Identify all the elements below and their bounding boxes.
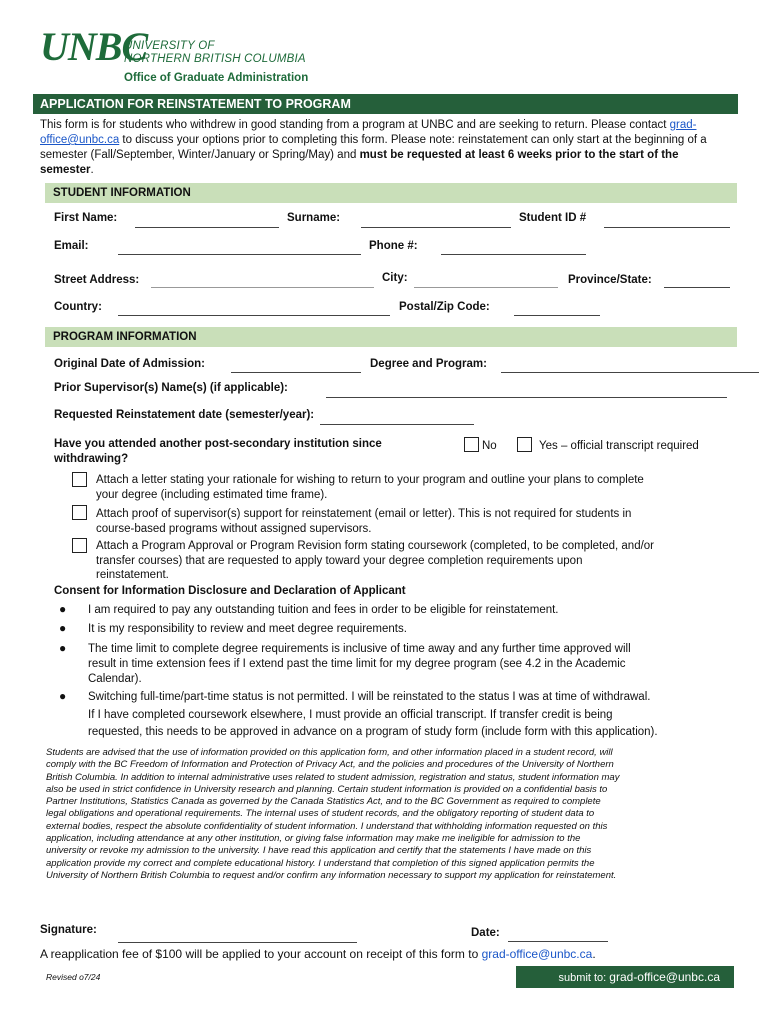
consent-item-status: Switching full-time/part-time status is not permitted. I will be reinstated to the status I was at time of withdrawal.	[88, 691, 651, 703]
attended-question-line2: withdrawing?	[54, 453, 129, 465]
degree-program-label: Degree and Program:	[370, 358, 487, 370]
attach-program-form-line2: transfer courses) that are requested to apply toward your degree completion requirements upon	[96, 555, 583, 567]
office-name: Office of Graduate Administration	[124, 72, 309, 84]
form-title: APPLICATION FOR REINSTATEMENT TO PROGRAM	[33, 94, 738, 114]
intro-text-1: This form is for students who withdrew in good standing from a program at UNBC and are seeking to return. Please contact	[40, 119, 670, 131]
street-address-field[interactable]	[151, 287, 374, 288]
signature-field[interactable]	[118, 942, 357, 943]
privacy-notice-line: external bodies, respect the absolute confidentiality of student information. I understand that withholding information requested on this	[46, 820, 608, 832]
privacy-notice-line: comply with the BC Freedom of Information and Protection of Privacy Act, and the policies and procedures of the University of Northern	[46, 759, 614, 771]
yes-label: Yes – official transcript required	[539, 440, 699, 452]
privacy-notice-line: application, including attendance at any other institution, or giving false information may make me ineligible for admission to the	[46, 833, 581, 845]
bullet-dot: ●	[59, 602, 67, 616]
supervisor-label: Prior Supervisor(s) Name(s) (if applicable):	[54, 382, 288, 394]
postal-code-label: Postal/Zip Code:	[399, 301, 490, 313]
student-id-label: Student ID #	[519, 212, 587, 224]
privacy-notice-line: also be used in strict confidence in University research and planning. Certain student information is provided on a confidential basis to	[46, 783, 608, 795]
fee-email-link[interactable]: grad-office@unbc.ca	[481, 947, 593, 961]
attach-supervisor-line2: course-based programs without assigned supervisors.	[96, 523, 372, 535]
submit-label: submit to:	[558, 972, 610, 984]
privacy-notice-line: university or revoke my admission to the university. I have read this application and certify that the statements I have made on this	[46, 845, 592, 857]
intro-deadline: must be requested at least 6 weeks prior to the start of the semester	[40, 149, 679, 176]
bullet-dot: ●	[59, 621, 67, 635]
bullet-dot: ●	[59, 641, 67, 655]
transfer-note-line2: requested, this needs to be approved in advance on a program of study form (include form with this application).	[88, 726, 658, 738]
province-field[interactable]	[664, 287, 730, 288]
attach-supervisor-line1: Attach proof of supervisor(s) support for reinstatement (email or letter). This is not required for students in	[96, 508, 632, 520]
fee-end: .	[592, 947, 596, 961]
province-label: Province/State:	[568, 274, 652, 286]
country-label: Country:	[54, 301, 102, 313]
attach-program-form-line1: Attach a Program Approval or Program Revision form stating coursework (completed, to be completed, and/or	[96, 540, 655, 552]
attach-letter-line1: Attach a letter stating your rationale for wishing to return to your program and outline your plans to complete	[96, 474, 644, 486]
consent-item-time-limit-line2: result in time extension fees if I extend past the time limit for my degree program (see 4.2 in the Academic	[88, 658, 626, 670]
attach-supervisor-checkbox[interactable]	[72, 505, 87, 520]
date-field[interactable]	[508, 941, 608, 942]
no-checkbox[interactable]	[464, 437, 479, 452]
intro-email-link[interactable]: grad-office@unbc.ca	[40, 119, 697, 146]
unbc-logo: UNBC	[40, 24, 148, 69]
consent-item-time-limit-line1: The time limit to complete degree requirements is inclusive of time away and any further time approved will	[88, 643, 631, 655]
submit-banner	[516, 966, 734, 988]
street-address-label: Street Address:	[54, 274, 140, 286]
intro-text-2: to discuss your options prior to completing this form. Please note: reinstatement can only start at the beginning of a semester (Fall/September, Winter/January or Spring/May) and	[40, 134, 707, 161]
privacy-notice-line: legal obligations and operational requirements. The internal uses of student records, and the obligatory reporting of student data to	[46, 808, 595, 820]
signature-label: Signature:	[40, 924, 97, 936]
university-name-line1: UNIVERSITY OF	[124, 40, 215, 52]
bullet-dot: ●	[59, 689, 67, 703]
student-id-field[interactable]	[604, 227, 730, 228]
country-field[interactable]	[118, 315, 390, 316]
reinstatement-date-label: Requested Reinstatement date (semester/year):	[54, 409, 315, 421]
email-field[interactable]	[118, 254, 361, 255]
privacy-notice-line: application provide my correct and complete educational history. I understand that completion of this signed application permits the	[46, 857, 595, 869]
program-info-heading: PROGRAM INFORMATION	[45, 327, 737, 347]
postal-code-field[interactable]	[514, 315, 600, 316]
revised-date: Revised o7/24	[46, 972, 101, 982]
transfer-note-line1: If I have completed coursework elsewhere, I must provide an official transcript. If transfer credit is being	[88, 709, 613, 721]
student-info-heading: STUDENT INFORMATION	[45, 183, 737, 203]
privacy-notice-line: Students are advised that the use of information provided on this application form, and other information placed in a student record, will	[46, 747, 613, 758]
yes-checkbox[interactable]	[517, 437, 532, 452]
attach-letter-checkbox[interactable]	[72, 472, 87, 487]
admission-date-label: Original Date of Admission:	[54, 358, 206, 370]
first-name-label: First Name:	[54, 212, 118, 224]
reinstatement-date-field[interactable]	[320, 424, 474, 425]
surname-label: Surname:	[287, 212, 341, 224]
city-label: City:	[382, 272, 408, 284]
no-label: No	[482, 440, 497, 452]
fee-notice	[40, 947, 596, 961]
attach-program-form-checkbox[interactable]	[72, 538, 87, 553]
attach-letter-line2: your degree (including estimated time frame).	[96, 489, 328, 501]
attach-program-form-line3: reinstatement.	[96, 569, 169, 581]
first-name-field[interactable]	[135, 227, 279, 228]
phone-label: Phone #:	[369, 240, 418, 252]
attended-question-line1: Have you attended another post-secondary institution since	[54, 438, 382, 450]
submit-email-link[interactable]: grad-office@unbc.ca	[609, 970, 720, 984]
date-label: Date:	[471, 927, 500, 939]
consent-item-requirements: It is my responsibility to review and meet degree requirements.	[88, 623, 407, 635]
supervisor-field[interactable]	[326, 397, 727, 398]
phone-field[interactable]	[441, 254, 586, 255]
email-label: Email:	[54, 240, 89, 252]
consent-heading: Consent for Information Disclosure and Declaration of Applicant	[54, 585, 406, 597]
consent-item-time-limit-line3: Calendar).	[88, 673, 142, 685]
consent-item-fees: I am required to pay any outstanding tuition and fees in order to be eligible for reinstatement.	[88, 604, 559, 616]
privacy-notice-line: University of Northern British Columbia to request and/or confirm any information necessary to support my application for reinstatement.	[46, 869, 617, 881]
fee-text: A reapplication fee of $100 will be applied to your account on receipt of this form to	[40, 947, 482, 961]
university-name-line2: NORTHERN BRITISH COLUMBIA	[124, 53, 306, 65]
degree-program-field[interactable]	[501, 372, 759, 373]
intro-end: .	[90, 164, 94, 176]
intro-paragraph	[40, 118, 720, 178]
privacy-notice	[46, 747, 736, 882]
privacy-notice-line: British Columbia. In addition to internal administrative uses related to student admission, registration and status, student information may	[46, 771, 620, 783]
surname-field[interactable]	[361, 227, 511, 228]
privacy-notice-line: Partner Institutions, Statistics Canada as governed by the Canada Statistics Act, and to the BC Government as required to complete	[46, 796, 601, 808]
admission-date-field[interactable]	[231, 372, 361, 373]
city-field[interactable]	[414, 287, 558, 288]
